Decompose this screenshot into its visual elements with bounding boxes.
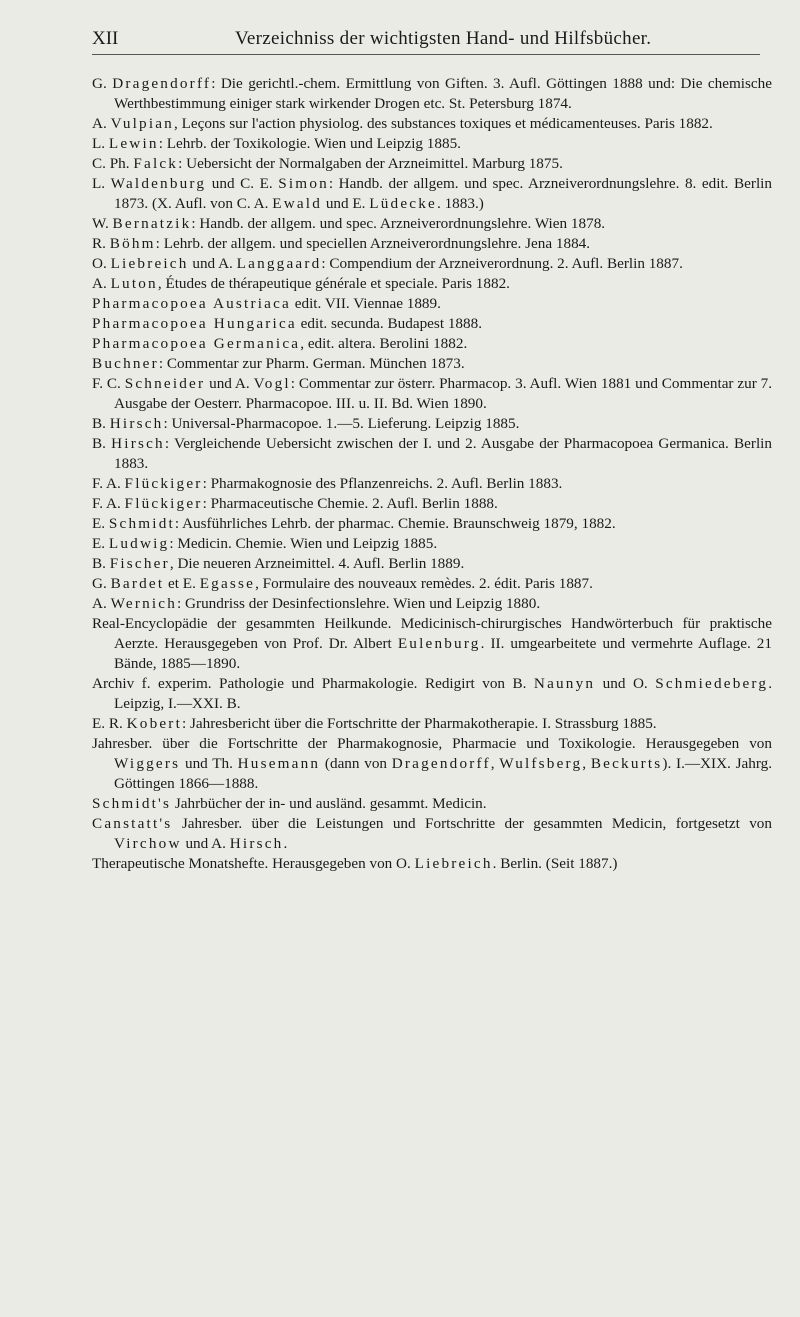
entry-text: Real-Encyclopädie der gesammten Heilkunde. Medicinisch-chirurgisches Handwörterbuch für praktische Aerzte. Herausgegeben von Prof. Dr. Albert	[92, 615, 772, 652]
bibliography-entry	[92, 374, 772, 414]
spaced-name: Ewald	[272, 195, 323, 212]
entry-text: ,	[582, 755, 591, 772]
bibliography-entry	[92, 574, 772, 594]
entry-text: A.	[92, 115, 111, 132]
spaced-name: Falck	[133, 155, 179, 172]
entry-text: : Handb. der allgem. und spec. Arzneiverordnungslehre. Wien 1878.	[191, 215, 606, 232]
bibliography-entry	[92, 294, 772, 314]
entry-text: A.	[92, 595, 111, 612]
entry-text: und C. E.	[206, 175, 279, 192]
spaced-name: Flückiger	[124, 495, 203, 512]
entry-text: : Commentar zur österr. Pharmacop. 3. Aufl. Wien 1881 und Commentar zur 7. Ausgabe der Oesterr. Pharmacopoe. III. u. II. Bd. Wien 1890.	[114, 375, 773, 412]
spaced-name: Egasse	[199, 575, 256, 592]
entry-text: , Formulaire des nouveaux remèdes. 2. édit. Paris 1887.	[255, 575, 593, 592]
entry-text: .	[283, 835, 288, 852]
spaced-name: Canstatt's	[92, 815, 173, 832]
bibliography-entry	[92, 154, 772, 174]
entry-text: und O.	[595, 675, 656, 692]
bibliography-entry	[92, 714, 772, 734]
spaced-name: Virchow	[114, 835, 182, 852]
entry-text: A.	[92, 275, 111, 292]
spaced-name: Schmidt's	[92, 795, 172, 812]
spaced-name: Lewin	[108, 135, 159, 152]
spaced-name: Dragendorff	[391, 755, 491, 772]
entry-text: E.	[92, 535, 109, 552]
entry-text: und A.	[181, 835, 230, 852]
entry-text: B.	[92, 435, 112, 452]
spaced-name: Liebreich	[414, 855, 493, 872]
entry-text: : Universal-Pharmacopoe. 1.—5. Lieferung. Leipzig 1885.	[163, 415, 520, 432]
bibliography-entry	[92, 794, 772, 814]
bibliography-entry	[92, 214, 772, 234]
entry-text: et E.	[164, 575, 200, 592]
page-number: XII	[92, 28, 119, 49]
bibliography-entry	[92, 814, 772, 854]
entry-text: , edit. altera. Berolini 1882.	[300, 335, 468, 352]
spaced-name: Bernatzik	[112, 215, 192, 232]
spaced-name: Kobert	[126, 715, 182, 732]
bibliography-entry	[92, 494, 772, 514]
spaced-name: Wulfsberg	[499, 755, 583, 772]
entry-text: : Lehrb. der Toxikologie. Wien und Leipzig 1885.	[158, 135, 461, 152]
spaced-name: Pharmacopoea Hungarica	[92, 315, 297, 332]
bibliography-entry	[92, 514, 772, 534]
spaced-name: Hirsch	[109, 415, 164, 432]
bibliography-entry	[92, 134, 772, 154]
entry-text: : Ausführliches Lehrb. der pharmac. Chemie. Braunschweig 1879, 1882.	[174, 515, 616, 532]
spaced-name: Liebreich	[110, 255, 189, 272]
spaced-name: Lüdecke	[369, 195, 437, 212]
bibliography-entry	[92, 234, 772, 254]
bibliography-entry	[92, 254, 772, 274]
bibliography-entry	[92, 594, 772, 614]
bibliography-entry	[92, 734, 772, 794]
bibliography-entry	[92, 354, 772, 374]
bibliography-entry	[92, 534, 772, 554]
entry-text: : Jahresbericht über die Fortschritte der Pharmakotherapie. I. Strassburg 1885.	[181, 715, 657, 732]
spaced-name: Wernich	[110, 595, 178, 612]
spaced-name: Simon	[278, 175, 329, 192]
entry-text: : Medicin. Chemie. Wien und Leipzig 1885.	[169, 535, 438, 552]
entry-text: Jahrbücher der in- und ausländ. gesammt. Medicin.	[171, 795, 487, 812]
entry-text: . Leipzig, I.—XXI. B.	[114, 675, 773, 712]
spaced-name: Hirsch	[111, 435, 165, 452]
entry-text: , Die neueren Arzneimittel. 4. Aufl. Berlin 1889.	[169, 555, 465, 572]
entry-text: und E.	[322, 195, 370, 212]
entry-text: . Berlin. (Seit 1887.)	[492, 855, 618, 872]
entry-text: Archiv f. experim. Pathologie und Pharmakologie. Redigirt von B.	[92, 675, 534, 692]
bibliography-entry	[92, 414, 772, 434]
spaced-name: Husemann	[237, 755, 321, 772]
entry-text: , Études de thérapeutique générale et speciale. Paris 1882.	[157, 275, 510, 292]
entry-text: G.	[92, 75, 113, 92]
bibliography-entry	[92, 114, 772, 134]
entry-text: B.	[92, 555, 110, 572]
bibliography-entry	[92, 854, 772, 874]
entry-text: : Lehrb. der allgem. und speciellen Arzneiverordnungslehre. Jena 1884.	[155, 235, 591, 252]
bibliography-entry	[92, 74, 772, 114]
bibliography-entry	[92, 434, 772, 474]
entry-text: : Pharmaceutische Chemie. 2. Aufl. Berlin 1888.	[202, 495, 498, 512]
entry-text: L.	[92, 175, 111, 192]
entry-text: Therapeutische Monatshefte. Herausgegeben von O.	[92, 855, 415, 872]
entry-text: und A.	[205, 375, 254, 392]
entry-text: ). I.—XIX. Jahrg. Göttingen 1866—1888.	[114, 755, 772, 792]
entry-text: E. R.	[92, 715, 127, 732]
spaced-name: Hirsch	[229, 835, 284, 852]
entry-text: Jahresber. über die Fortschritte der Pharmakognosie, Pharmacie und Toxikologie. Herausgegeben von	[92, 735, 772, 752]
spaced-name: Flückiger	[124, 475, 203, 492]
entry-text: C. Ph.	[92, 155, 134, 172]
entry-text: ,	[490, 755, 500, 772]
spaced-name: Pharmacopoea Germanica	[92, 335, 301, 352]
spaced-name: Ludwig	[108, 535, 170, 552]
entry-text: : Vergleichende Uebersicht zwischen der I. und 2. Ausgabe der Pharmacopoea Germanica. Berlin 1883.	[114, 435, 772, 472]
spaced-name: Buchner	[92, 355, 159, 372]
entry-text: B.	[92, 415, 110, 432]
spaced-name: Fischer	[109, 555, 170, 572]
bibliography-entry	[92, 274, 772, 294]
entry-text: L.	[92, 135, 109, 152]
entry-text: F. C.	[92, 375, 125, 392]
spaced-name: Luton	[110, 275, 158, 292]
bibliography-entry	[92, 554, 772, 574]
entry-text: F. A.	[92, 475, 125, 492]
entry-text: : Commentar zur Pharm. German. München 1873.	[158, 355, 465, 372]
entry-text: (dann von	[320, 755, 392, 772]
spaced-name: Langgaard	[236, 255, 322, 272]
entry-text: : Uebersicht der Normalgaben der Arzneimittel. Marburg 1875.	[178, 155, 563, 172]
spaced-name: Pharmacopoea Austriaca	[92, 295, 291, 312]
spaced-name: Vogl	[253, 375, 291, 392]
bibliography-entry	[92, 174, 772, 214]
entry-text: G.	[92, 575, 111, 592]
entry-text: : Die gerichtl.-chem. Ermittlung von Giften. 3. Aufl. Göttingen 1888 und: Die chemische Werthbestimmung einiger stark wirkender Drogen etc. St. Petersburg 1874.	[114, 75, 772, 112]
bibliography-list	[92, 74, 772, 874]
spaced-name: Dragendorff	[112, 75, 212, 92]
running-header	[92, 28, 760, 55]
bibliography-entry	[92, 474, 772, 494]
spaced-name: Naunyn	[533, 675, 596, 692]
spaced-name: Schneider	[124, 375, 206, 392]
spaced-name: Böhm	[109, 235, 156, 252]
entry-text: : Handb. der allgem. und spec. Arzneiverordnungslehre. 8. edit. Berlin 1873. (X. Aufl. von C. A.	[114, 175, 772, 212]
entry-text: Jahresber. über die Leistungen und Fortschritte der gesammten Medicin, fortgesetzt von	[172, 815, 772, 832]
spaced-name: Schmiedeberg	[655, 675, 769, 692]
entry-text: edit. VII. Viennae 1889.	[290, 295, 441, 312]
entry-text: und A.	[188, 255, 237, 272]
entry-text: . 1883.)	[436, 195, 484, 212]
entry-text: . II. umgearbeitete und vermehrte Auflage. 21 Bände, 1885—1890.	[114, 635, 772, 672]
bibliography-entry	[92, 334, 772, 354]
entry-text: edit. secunda. Budapest 1888.	[296, 315, 483, 332]
bibliography-entry	[92, 674, 772, 714]
entry-text: R.	[92, 235, 110, 252]
spaced-name: Beckurts	[590, 755, 663, 772]
bibliography-entry	[92, 314, 772, 334]
entry-text: : Pharmakognosie des Pflanzenreichs. 2. Aufl. Berlin 1883.	[202, 475, 563, 492]
spaced-name: Wiggers	[114, 755, 181, 772]
entry-text: : Grundriss der Desinfectionslehre. Wien und Leipzig 1880.	[177, 595, 541, 612]
entry-text: E.	[92, 515, 109, 532]
spaced-name: Eulenburg	[397, 635, 481, 652]
entry-text: und Th.	[180, 755, 238, 772]
spaced-name: Waldenburg	[110, 175, 207, 192]
spaced-name: Vulpian	[110, 115, 174, 132]
entry-text: , Leçons sur l'action physiolog. des substances toxiques et médicamenteuses. Paris 1882.	[173, 115, 713, 132]
running-title: Verzeichniss der wichtigsten Hand- und Hilfsbücher.	[235, 28, 652, 49]
spaced-name: Schmidt	[108, 515, 175, 532]
entry-text: : Compendium der Arzneiverordnung. 2. Aufl. Berlin 1887.	[321, 255, 683, 272]
entry-text: F. A.	[92, 495, 125, 512]
bibliography-entry	[92, 614, 772, 674]
entry-text: O.	[92, 255, 111, 272]
entry-text: W.	[92, 215, 113, 232]
spaced-name: Bardet	[110, 575, 165, 592]
